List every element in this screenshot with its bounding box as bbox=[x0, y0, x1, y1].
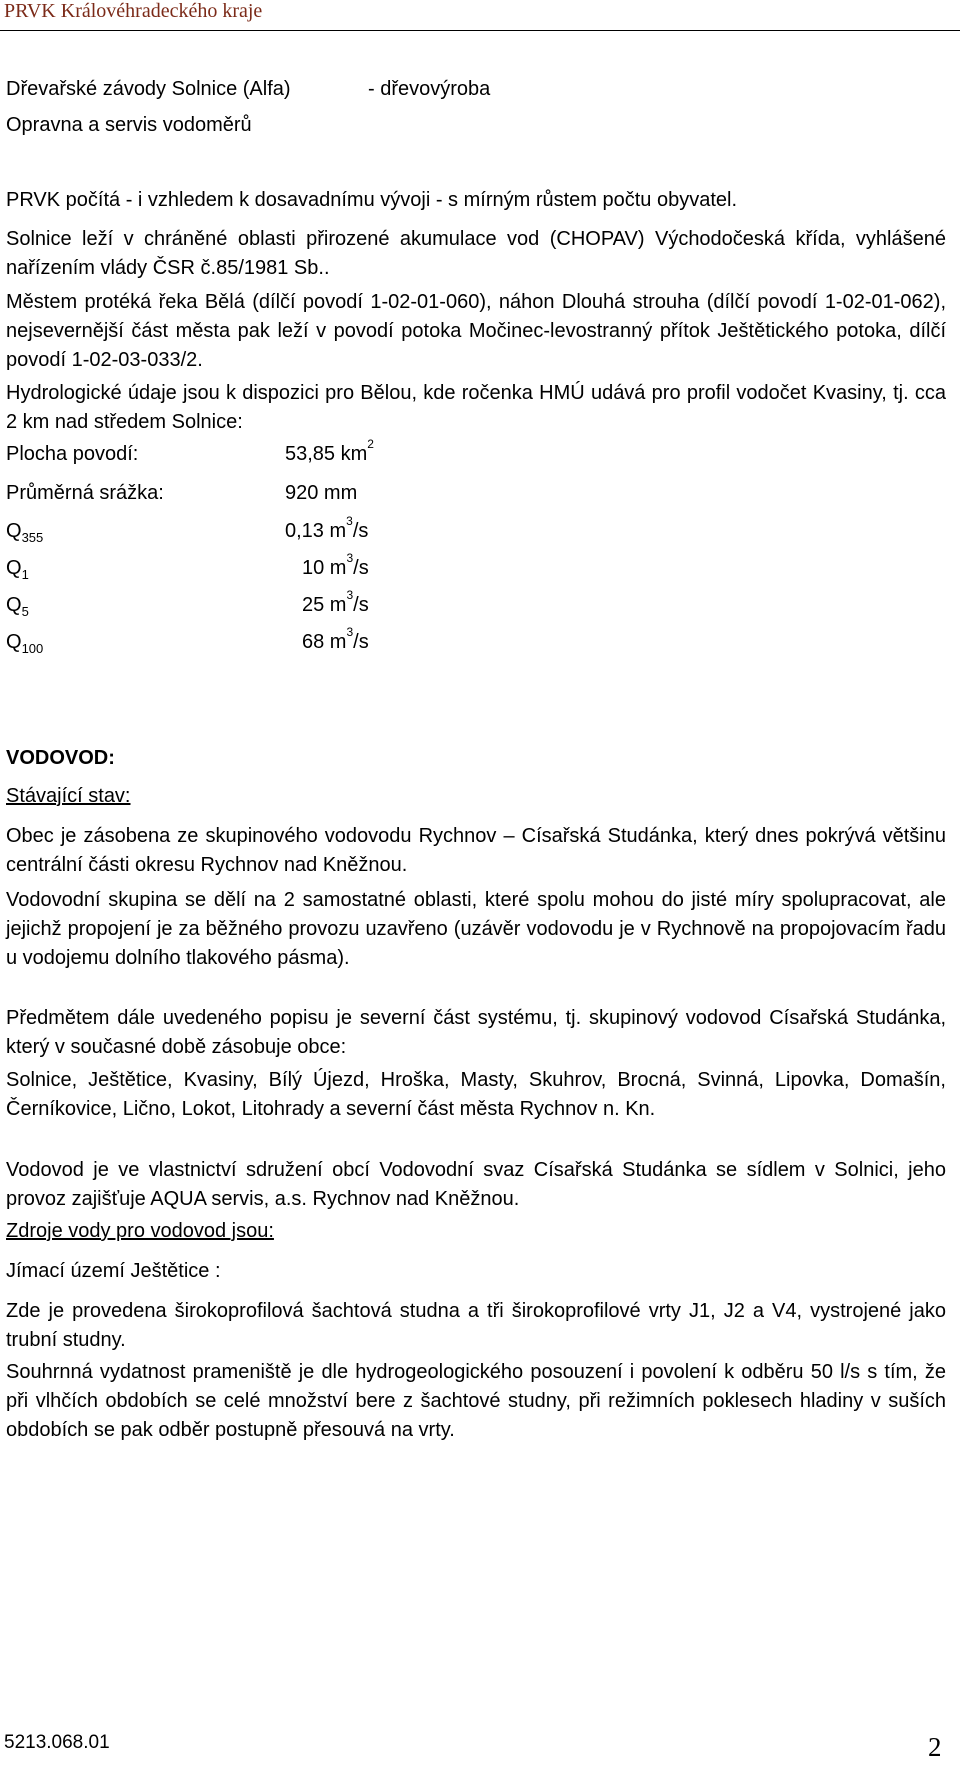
paragraph-growth: PRVK počítá - i vzhledem k dosavadnímu vývoji - s mírným růstem počtu obyvatel. bbox=[6, 189, 738, 211]
section-subheading-current-state: Stávající stav: bbox=[6, 785, 131, 807]
company-activity-1: - dřevovýroba bbox=[368, 78, 491, 100]
q-label: $Q_{100}$ bbox=[6, 631, 44, 656]
paragraph-supply: Obec je zásobena ze skupinového vodovodu Rychnov – Císařská Studánka, který dnes pokrývá většinu centrální části okresu Rychnov nad Kněžnou. bbox=[6, 825, 946, 876]
paragraph-group: Vodovodní skupina se dělí na 2 samostatné oblasti, které spolu mohou do jisté míry spolupracovat, ale jejichž propojení je za běžného provozu uzavřeno (uzávěr vodovodu je v Rychnově na propojovacím řadu u vodojemu dolního tlakového pásma). bbox=[6, 889, 946, 969]
rain-label: Průměrná srážka: bbox=[6, 482, 164, 504]
paragraph-chopav: Solnice leží v chráněné oblasti přirozené akumulace vod (CHOPAV) Východočeská křída, vyhlášené nařízením vlády ČSR č.85/1981 Sb.. bbox=[6, 228, 946, 279]
paragraph-river: Městem protéká řeka Bělá (dílčí povodí 1-02-01-060), náhon Dlouhá strouha (dílčí povodí 1-02-01-062), nejsevernější část města pak leží v povodí potoka Močinec-levostranný přítok Ještětického potoka, dílčí povodí 1-02-03-033/2. bbox=[6, 291, 946, 371]
q-value: 10 $m^3/s$ bbox=[302, 551, 369, 579]
catchment-area-heading: Jímací území Ještětice : bbox=[6, 1260, 221, 1282]
header-divider bbox=[0, 30, 960, 31]
q-value: 68 $m^3/s$ bbox=[302, 625, 369, 653]
q-label: $Q_1$ bbox=[6, 557, 29, 582]
q-label: $Q_{355}$ bbox=[6, 520, 44, 545]
company-name-2: Opravna a servis vodoměrů bbox=[6, 114, 252, 136]
footer-document-code: 5213.068.01 bbox=[4, 1732, 110, 1753]
q-value: 25 $m^3/s$ bbox=[302, 588, 369, 616]
rain-value: 920 mm bbox=[285, 482, 358, 504]
paragraph-hydro: Hydrologické údaje jsou k dispozici pro Bělou, kde ročenka HMÚ udává pro profil vodočet Kvasiny, tj. cca 2 km nad středem Solnice: bbox=[6, 382, 946, 433]
footer-page-number: 2 bbox=[928, 1732, 942, 1762]
section-heading-vodovod: VODOVOD: bbox=[6, 747, 115, 769]
paragraph-yield: Souhrnná vydatnost prameniště je dle hydrogeologického posouzení i povolení k odběru 50 l/s s tím, že při vlhčích obdobích se celé množství bere z šachtové studny, při režimních poklesech hladiny v suších obdobích se pak odběr postupně přesouvá na vrty. bbox=[6, 1361, 946, 1441]
q-label: $Q_5$ bbox=[6, 594, 29, 619]
company-name-1: Dřevařské závody Solnice (Alfa) bbox=[6, 78, 291, 100]
area-value: 53,85 $km^2$ bbox=[285, 437, 374, 465]
q-value: 0,13 $m^3/s$ bbox=[285, 514, 369, 542]
paragraph-subject: Předmětem dále uvedeného popisu je severní část systému, tj. skupinový vodovod Císařská Studánka, který v současné době zásobuje obce: bbox=[6, 1007, 946, 1058]
paragraph-municipalities: Solnice, Ještětice, Kvasiny, Bílý Újezd, Hroška, Masty, Skuhrov, Brocná, Svinná, Lipovka, Domašín, Černíkovice, Lično, Lokot, Litohrady a severní část města Rychnov n. Kn. bbox=[6, 1069, 946, 1120]
area-label: Plocha povodí: bbox=[6, 443, 139, 465]
paragraph-wells: Zde je provedena širokoprofilová šachtová studna a tři širokoprofilové vrty J1, J2 a V4, vystrojené jako trubní studny. bbox=[6, 1300, 946, 1351]
sources-heading: Zdroje vody pro vodovod jsou: bbox=[6, 1220, 274, 1242]
document-header-title: PRVK Královéhradeckého kraje bbox=[4, 0, 263, 22]
paragraph-ownership: Vodovod je ve vlastnictví sdružení obcí Vodovodní svaz Císařská Studánka se sídlem v Solnici, jeho provoz zajišťuje AQUA servis, a.s. Rychnov nad Kněžnou. bbox=[6, 1159, 946, 1210]
